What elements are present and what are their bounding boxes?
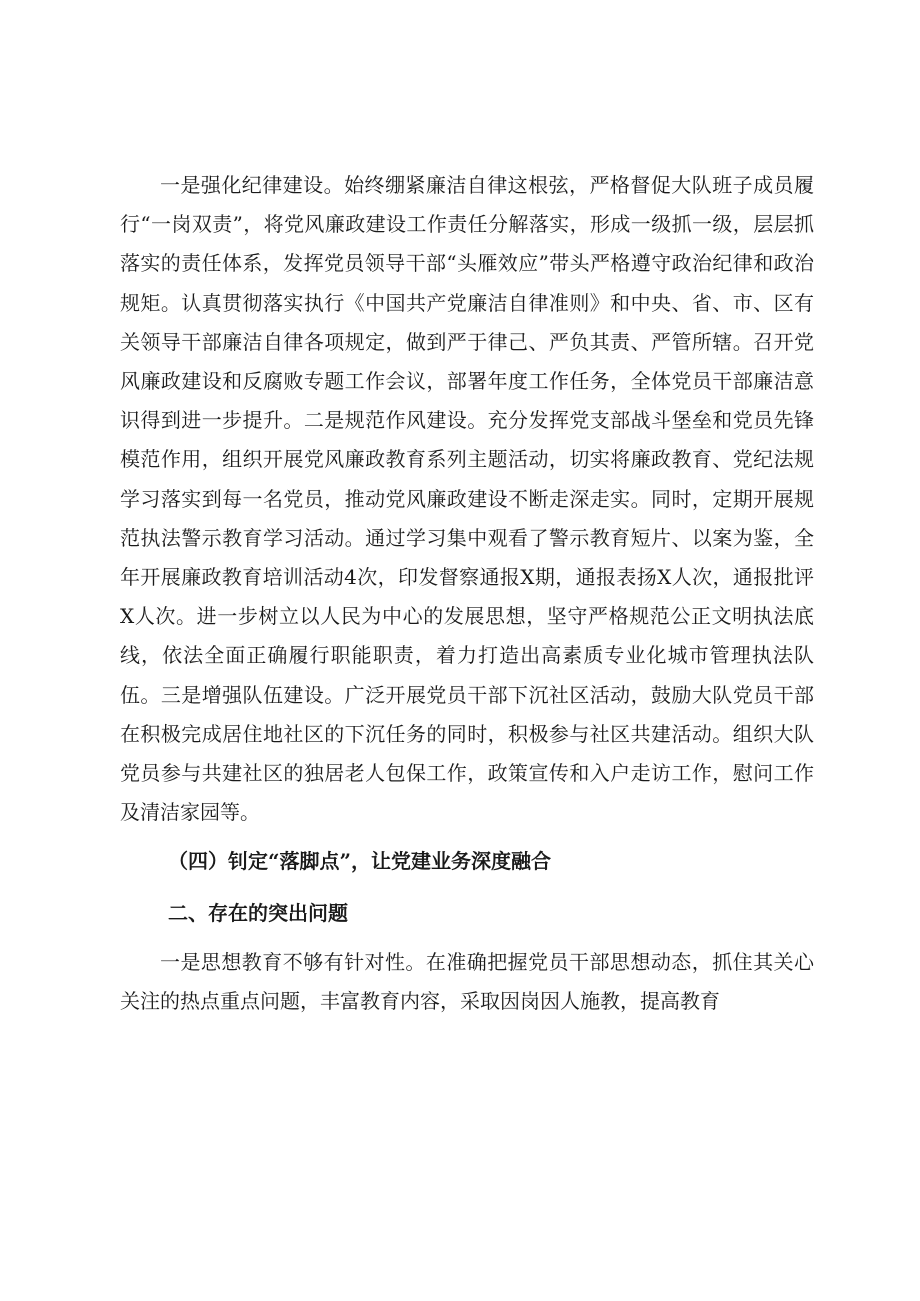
sub-heading: （四）钊定“落脚点”，让党建业务深度融合 xyxy=(168,849,552,874)
body-paragraph: 一是强化纪律建设。始终绷紧廉洁自律这根弦，严格督促大队班子成员履行“一岗双责”，将党风廉政建设工作责任分解落实，形成一级抓一级，层层抓落实的责任体系，发挥党员领导干部“头雁效应”带头严格遵守政治纪律和政治规矩。认真贯彻落实执行《中国共产党廉洁自律准则》和中央、省、市、区有关领导干部廉洁自律各项规定，做到严于律己、严负其责、严管所辖。召开党风廉政建设和反腐败专题工作会议，部署年度工作任务，全体党员干部廉洁意识得到进一步提升。二是规范作风建设。充分发挥党支部战斗堡垒和党员先锋模范作用，组织开展党风廉政教育系列主题活动，切实将廉政教育、党纪法规学习落实到每一名党员，推动党风廉政建设不断走深走实。同时，定期开展规范执法警示教育学习活动。通过学习集中观看了警示教育短片、以案为鉴，全年开展廉政教育培训活动4次，印发督察通报X期，通报表扬X人次，通报批评X人次。进一步树立以人民为中心的发展思想，坚守严格规范公正文明执法底线，依法全面正确履行职能职责，着力打造出高素质专业化城市管理执法队伍。三是增强队伍建设。广泛开展党员干部下沉社区活动，鼓励大队党员干部在积极完成居住地社区的下沉任务的同时，积极参与社区共建活动。组织大队党员参与共建社区的独居老人包保工作，政策宣传和入户走访工作，慰问工作及清洁家园等。 xyxy=(120,173,814,825)
document-body xyxy=(120,166,814,1021)
body-paragraph: 一是思想教育不够有针对性。在准确把握党员干部思想动态，抓住其关心关注的热点重点问题，丰富教育内容，采取因岗因人施教，提高教育 xyxy=(120,949,814,1014)
section-heading: 二、存在的突出问题 xyxy=(168,900,348,925)
